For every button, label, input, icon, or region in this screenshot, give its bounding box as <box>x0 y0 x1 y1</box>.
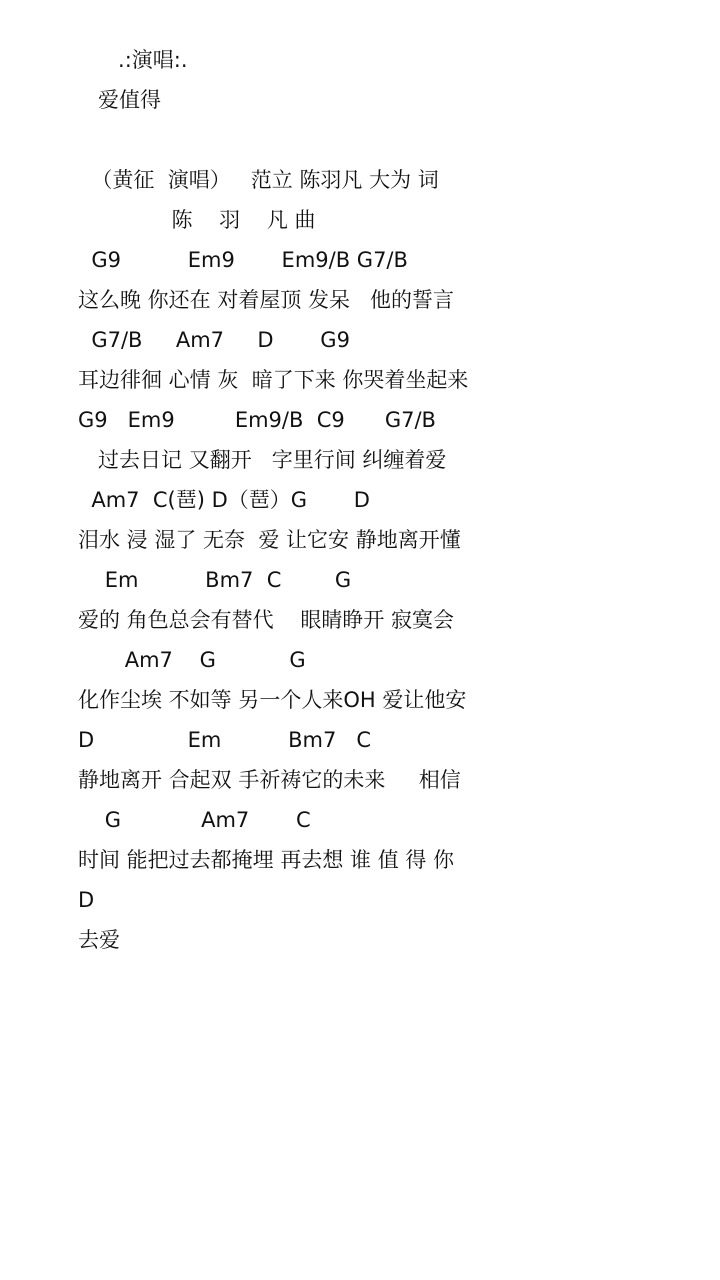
chord-line: Em Bm7 C G <box>78 568 352 592</box>
sheet-line-1: .:演唱:. <box>78 48 188 72</box>
chord-line: D <box>78 888 95 912</box>
lyric-line: 化作尘埃 不如等 另一个人来OH 爱让他安 <box>78 688 467 712</box>
chord-line: Am7 C(琶) D（琶）G D <box>78 488 370 512</box>
lyric-line: 静地离开 合起双 手祈祷它的未来 相信 <box>78 768 461 792</box>
song-title: 爱值得 <box>78 88 162 112</box>
chord-line: G7/B Am7 D G9 <box>78 328 350 352</box>
chord-line: Am7 G G <box>78 648 306 672</box>
chord-line: G9 Em9 Em9/B G7/B <box>78 248 408 272</box>
lyric-line: 爱的 角色总会有替代 眼睛睁开 寂寞会 <box>78 608 455 632</box>
lyric-line: 这么晚 你还在 对着屋顶 发呆 他的誓言 <box>78 288 455 312</box>
lyric-line: 去爱 <box>78 928 120 952</box>
chord-line: G9 Em9 Em9/B C9 G7/B <box>78 408 436 432</box>
chord-line: D Em Bm7 C <box>78 728 372 752</box>
credits-composer: 陈 羽 凡 曲 <box>78 208 316 232</box>
lyric-line: 耳边徘徊 心情 灰 暗了下来 你哭着坐起来 <box>78 368 469 392</box>
lyric-line: 泪水 浸 湿了 无奈 爱 让它安 静地离开懂 <box>78 528 461 552</box>
chord-line: G Am7 C <box>78 808 311 832</box>
lyric-line: 过去日记 又翻开 字里行间 纠缠着爱 <box>78 448 447 472</box>
credits-lyricists: （黄征 演唱） 范立 陈羽凡 大为 词 <box>78 168 439 192</box>
lyric-line: 时间 能把过去都掩埋 再去想 谁 值 得 你 <box>78 848 455 872</box>
